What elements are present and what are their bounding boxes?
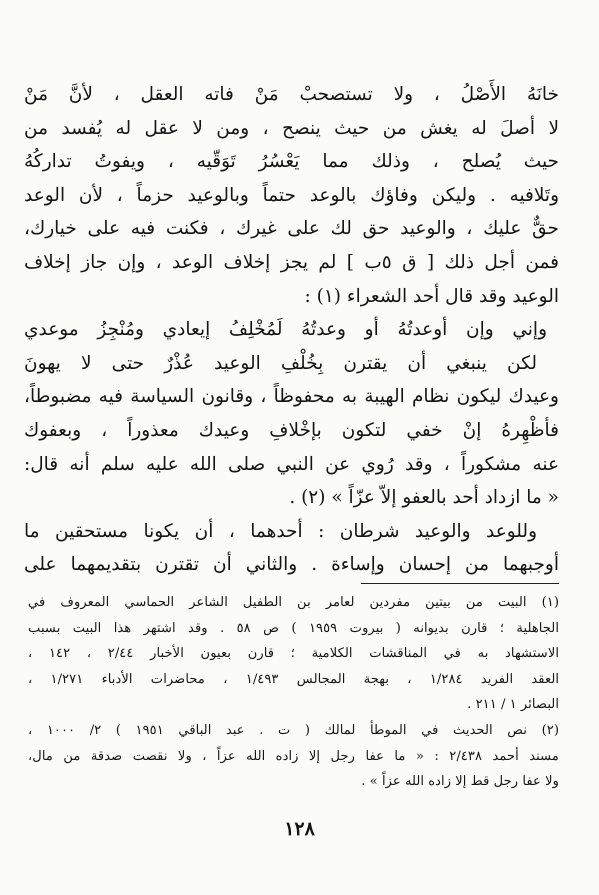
text-line: فمن أجل ذلك [ ق ٥ب ] لم يجز إخلاف الوعد ، وإن جاز إخلاف — [24, 251, 559, 273]
text-line: عنه مشكوراً ، وقد رُوي عن النبي صلى الله عليه سلم أنه قال: — [24, 453, 559, 475]
footnote-divider — [361, 583, 559, 584]
text-line: لا أصلَ له يغش من حيث ينصح ، ومن لا عقل له يُفسد من — [24, 117, 559, 139]
footnote-line: ولا عفا رجل قط إلا زاده الله عزاً » . — [361, 774, 559, 790]
text-line: خانَهُ الأَصْلُ ، ولا تستصحبْ مَنْ فاته العقل ، لأنَّ مَنْ — [24, 84, 559, 105]
text-line: وللوعد والوعيد شرطان : أحدهما ، أن يكونا مستحقين ما — [24, 520, 537, 542]
text-line: وتَلافيه . وليكن وفاؤك بالوعد حتماً وبالوعيد حزماً ، لأن الوعد — [24, 184, 559, 206]
page-number: ١٢٨ — [284, 818, 315, 840]
text-line: أوجبهما من إحسان وإساءة . والثاني أن تقترن بتقديمهما على — [24, 554, 559, 576]
footnotes-block — [28, 590, 559, 795]
text-line: وعيدك ليكون نظام الهيبة به محفوظاً ، وقانون السياسة فيه مضبوطاً، — [24, 386, 559, 408]
text-line: فأظْهِرهُ إنْ خفي لتكون بإخْلافِ وعيدك معذوراً ، وبعفوك — [24, 419, 559, 441]
footnote-line: مسند أحمد ٢/٤٣٨ : « ما عفا رجل إلا زاده الله عزاً ، ولا نقصت صدقة من مال، — [28, 748, 559, 764]
footnote-line: العقد الفريد ١/٢٨٤ ، بهجة المجالس ١/٤٩٣ ، محاضرات الأدباء ١/٢٧١ ، — [28, 671, 559, 687]
footnote-line: الاستشهاد به في المناقشات الكلامية ؛ قارن بعيون الأخبار ٢/٤٤ ، ١٤٢ ، — [28, 646, 559, 662]
text-line: حقٌّ عليك ، والوعيد حق لك على غيرك ، فكنت فيه على خيارك، — [24, 218, 559, 240]
text-line: الوعيد وقد قال أحد الشعراء (١) : — [304, 285, 559, 307]
text-line: « ما ازداد أحد بالعفو إلاّ عزّاً » (٢) . — [289, 487, 559, 509]
footnote-line: البصائر ١ / ٢١١ . — [467, 697, 559, 713]
footnote-line: (٢) نص الحديث في الموطأ لمالك ( ت . عبد الباقي ١٩٥١ ) ٢/ ١٠٠٠ ، — [28, 722, 559, 738]
poetry-verse: وإني وإن أوعدتُهُ أو وعدتُهُ لَمُخْلِفُ إيعادي ومُنْجِزُ موعدي — [24, 319, 547, 341]
text-line: حيث يُصلح ، وذلك مما يَعْسُرُ تَوَقّيه ، ويفوتُ تداركُهُ — [24, 151, 559, 173]
text-line: لكن ينبغي أن يقترن بِخُلْفِ الوعيد عُذْرٌ حتى لا يهونَ — [24, 352, 537, 374]
main-text-block — [24, 78, 559, 582]
footnote-line: (١) البيت من بيتين مفردين لعامر بن الطفيل الشاعر الحماسي المعروف في — [28, 595, 559, 610]
footnote-line: الجاهلية ؛ قارن بديوانه ( بيروت ١٩٥٩ ) ص ٥٨ . وقد اشتهر هذا البيت بسبب — [28, 620, 559, 636]
